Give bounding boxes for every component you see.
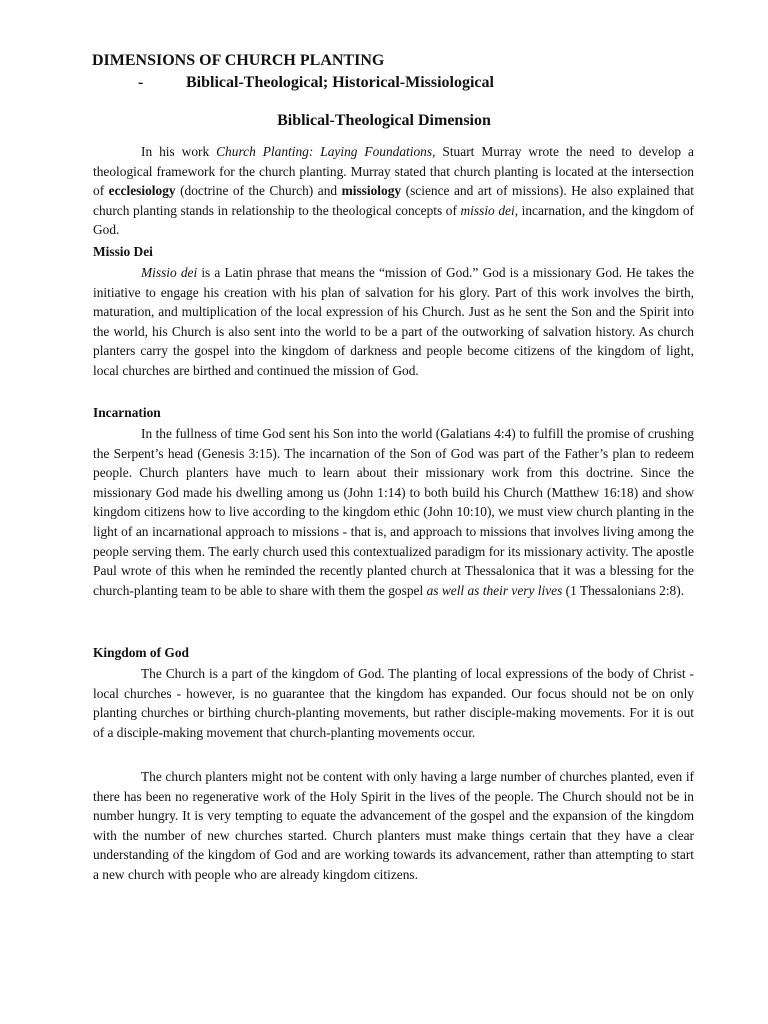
incarnation-text: In the fullness of time God sent his Son into the world (Galatians 4:4) to fulfill the promise of crushing the Serpent’s head (Genesis 3:15). The incarnation of the Son of God was part of the Father’s plan to redeem people. Church planters have much to learn about their missionary work from this doctrine. Since the missionary God made his dwelling among us (John 1:14) to both build his Church (Matthew 16:18) and show kingdom citizens how to live according to the kingdom ethic (John 10:10), we must view church planting in the light of an incarnational approach to missions - that is, and approach to missions that involves living among the people serving them. The early church used this contextualized paradigm for its missionary activity. The apostle Paul wrote of this when he reminded the recently planted church at Thessalonica that it was a blessing for the church-planting team to be able to share with them the gospel xyxy=(93,426,694,598)
intro-text: (science and art of missions). He also explained that church planting stands in relationship to the theological concepts of xyxy=(93,183,694,218)
intro-text: , incarnation, and the kingdom of God. xyxy=(93,202,694,238)
book-title: Church Planting: Laying Foundations, xyxy=(216,144,436,159)
kingdom-paragraph-1: The Church is a part of the kingdom of God. The planting of local expressions of the body of Christ - local churches - however, is no guarantee that the kingdom has expanded. Our focus should not be on only planting churches or birthing church-planting movements, but rather disciple-making movements. For it is out of a disciple-making movement that church-planting movements occur. xyxy=(93,666,694,740)
incarnation-text: (1 Thessalonians 2:8). xyxy=(562,582,685,598)
term-missio-dei: missio dei xyxy=(460,202,515,218)
subtitle-dash: - xyxy=(138,74,144,91)
intro-text: Stuart Murray wrote the need to develop a theological framework for the church planting. Murray stated that church planting is located at the intersection of xyxy=(93,144,694,199)
missio-dei-lead: Missio dei xyxy=(141,265,198,280)
incarnation-emphasis: as well as their very lives xyxy=(426,582,563,598)
document-title: DIMENSIONS OF CHURCH PLANTING xyxy=(92,52,385,69)
heading-kingdom-of-god: Kingdom of God xyxy=(93,645,189,660)
section-title: Biblical-Theological Dimension xyxy=(277,112,491,129)
intro-paragraph xyxy=(93,142,694,240)
missio-dei-paragraph xyxy=(93,263,694,381)
term-ecclesiology: ecclesiology xyxy=(108,183,176,199)
subtitle-text: Biblical-Theological; Historical-Missiological xyxy=(186,74,494,91)
intro-text: (doctrine of the Church) and xyxy=(175,183,342,199)
heading-missio-dei: Missio Dei xyxy=(93,244,153,259)
missio-dei-text: is a Latin phrase that means the “mission of God.” God is a missionary God. He takes the initiative to engage his creation with his plan of salvation for his glory. Part of this work involves the birth, maturation, and multiplication of the local expression of his Church. Just as he sent the Son and the Spirit into the world, his Church is also sent into the world to be a part of the outworking of salvation history. As church planters carry the gospel into the kingdom of darkness and people become citizens of the kingdom of light, local churches are birthed and continued the mission of God. xyxy=(93,265,694,378)
intro-text: In his work xyxy=(141,144,217,159)
incarnation-paragraph xyxy=(93,424,694,600)
term-missiology: missiology xyxy=(341,183,402,199)
heading-incarnation: Incarnation xyxy=(93,405,161,420)
kingdom-paragraph-2: The church planters might not be content with only having a large number of churches planted, even if there has been no regenerative work of the Holy Spirit in the lives of the people. The Church should not be in number hungry. It is very tempting to equate the advancement of the gospel and the expansion of the kingdom with the number of new churches started. Church planters must make things certain that they have a clear understanding of the kingdom of God and are working towards its advancement, rather than attempting to start a new church with people who are already kingdom citizens. xyxy=(93,769,694,882)
document-subtitle xyxy=(138,74,494,92)
